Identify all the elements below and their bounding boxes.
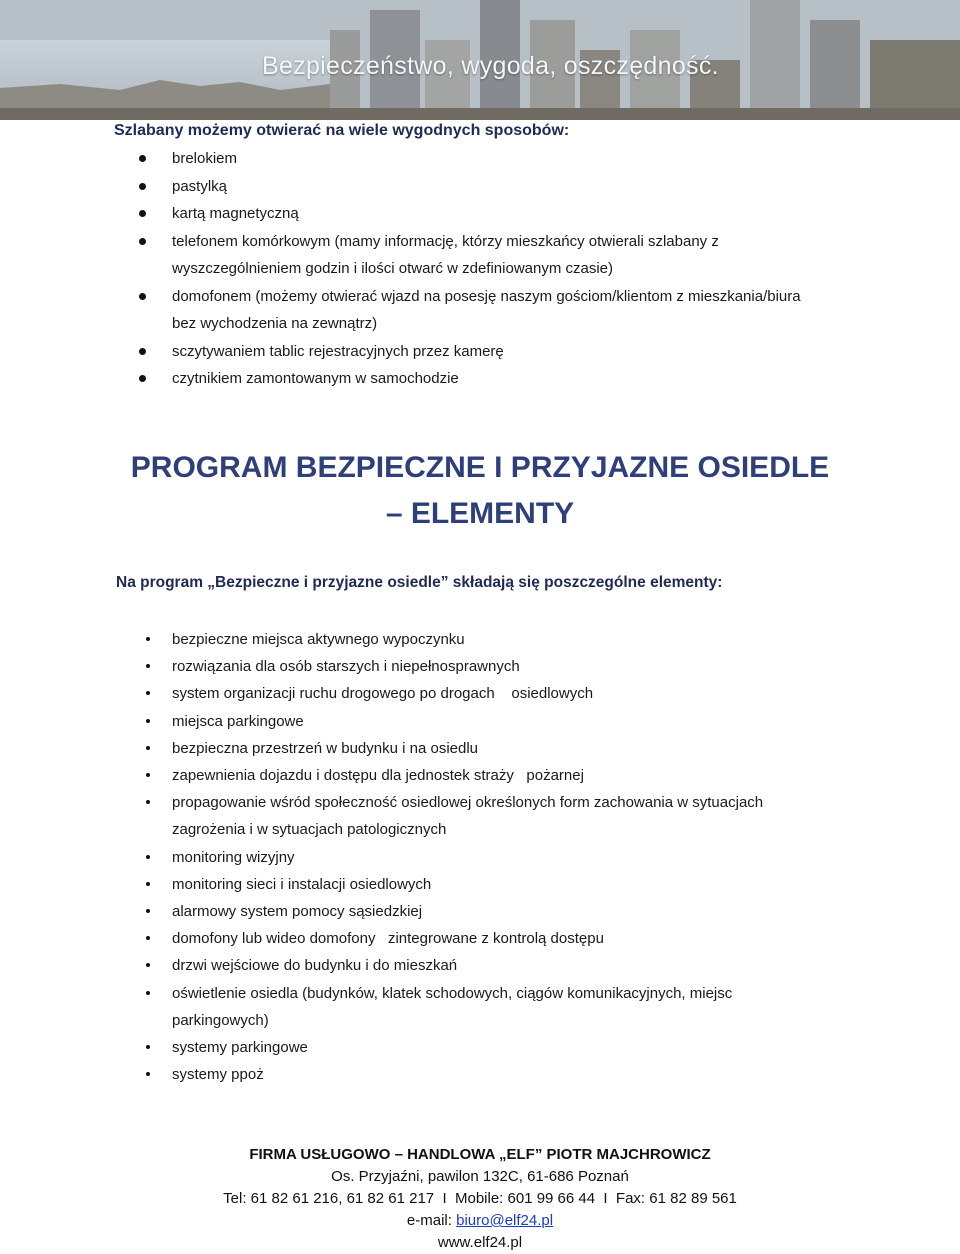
bullet-icon [139,155,146,162]
list-item: drzwi wejściowe do budynku i do mieszkań [0,952,812,979]
list-item: monitoring wizyjny [0,844,812,871]
bullet-icon [146,882,150,886]
bullet-icon [146,773,150,777]
list-item: domofony lub wideo domofony zintegrowane z kontrolą dostępu [0,925,812,952]
list-item: systemy parkingowe [0,1034,812,1061]
program-intro: Na program „Bezpieczne i przyjazne osiedle” składają się poszczególne elementy: [116,574,723,591]
bullet-icon [146,909,150,913]
bullet-icon [146,936,150,940]
bullet-icon [139,238,146,245]
bullet-icon [146,719,150,723]
bullet-icon [146,637,150,641]
bullet-icon [146,1072,150,1076]
company-address: Os. Przyjaźni, pawilon 132C, 61-686 Poznań [331,1168,629,1185]
company-phones: Tel: 61 82 61 216, 61 82 61 217 I Mobile: 601 99 66 44 I Fax: 61 82 89 561 [223,1190,737,1207]
footer [0,1144,960,1254]
bullet-icon [146,1045,150,1049]
list-item: rozwiązania dla osób starszych i niepełnosprawnych [0,653,812,680]
opening-methods-list [0,145,960,393]
list-item: system organizacji ruchu drogowego po drogach osiedlowych [0,680,812,707]
bullet-icon [146,991,150,995]
list-item: sczytywaniem tablic rejestracyjnych przez kamerę [0,338,822,366]
email-label: e-mail: [406,1212,457,1229]
program-elements-list [0,626,960,1088]
bullet-icon [139,293,146,300]
list-item: kartą magnetyczną [0,200,822,228]
list-item: bezpieczne miejsca aktywnego wypoczynku [0,626,812,653]
bullet-icon [146,746,150,750]
list-item: oświetlenie osiedla (budynków, klatek schodowych, ciągów komunikacyjnych, miejsc parkingowych) [0,980,812,1034]
bullet-icon [146,963,150,967]
company-name: FIRMA USŁUGOWO – HANDLOWA „ELF” PIOTR MAJCHROWICZ [249,1146,711,1163]
bullet-icon [146,691,150,695]
email-link[interactable]: biuro@elf24.pl [456,1212,554,1229]
bullet-icon [139,183,146,190]
program-title: PROGRAM BEZPIECZNE I PRZYJAZNE OSIEDLE [130,451,830,484]
website-link[interactable]: www.elf24.pl [437,1234,523,1251]
list-item: propagowanie wśród społeczność osiedlowej określonych form zachowania w sytuacjach zagrożenia i w sytuacjach patologicznych [0,789,812,843]
bullet-icon [146,664,150,668]
bullet-icon [146,855,150,859]
bullet-icon [139,210,146,217]
list-item: bezpieczna przestrzeń w budynku i na osiedlu [0,735,812,762]
list-item: telefonem komórkowym (mamy informację, którzy mieszkańcy otwierali szlabany z wyszczególnieniem godzin i ilości otwarć w zdefiniowanym czasie) [0,228,822,283]
header-banner [0,0,960,120]
list-item: domofonem (możemy otwierać wjazd na posesję naszym gościom/klientom z mieszkania/biura bez wychodzenia na zewnątrz) [0,283,822,338]
list-item: miejsca parkingowe [0,708,812,735]
list-item: monitoring sieci i instalacji osiedlowych [0,871,812,898]
list-item: zapewnienia dojazdu i dostępu dla jednostek straży pożarnej [0,762,812,789]
bullet-icon [139,375,146,382]
bullet-icon [139,348,146,355]
list-item: systemy ppoż [0,1061,812,1088]
intro-heading: Szlabany możemy otwierać na wiele wygodnych sposobów: [114,122,570,139]
banner-slogan: Bezpieczeństwo, wygoda, oszczędność. [262,52,719,80]
list-item: pastylką [0,173,822,201]
program-subtitle: – ELEMENTY [385,497,575,530]
email-line [0,1210,960,1232]
list-item: czytnikiem zamontowanym w samochodzie [0,365,822,393]
list-item: alarmowy system pomocy sąsiedzkiej [0,898,812,925]
bullet-icon [146,800,150,804]
list-item: brelokiem [0,145,822,173]
